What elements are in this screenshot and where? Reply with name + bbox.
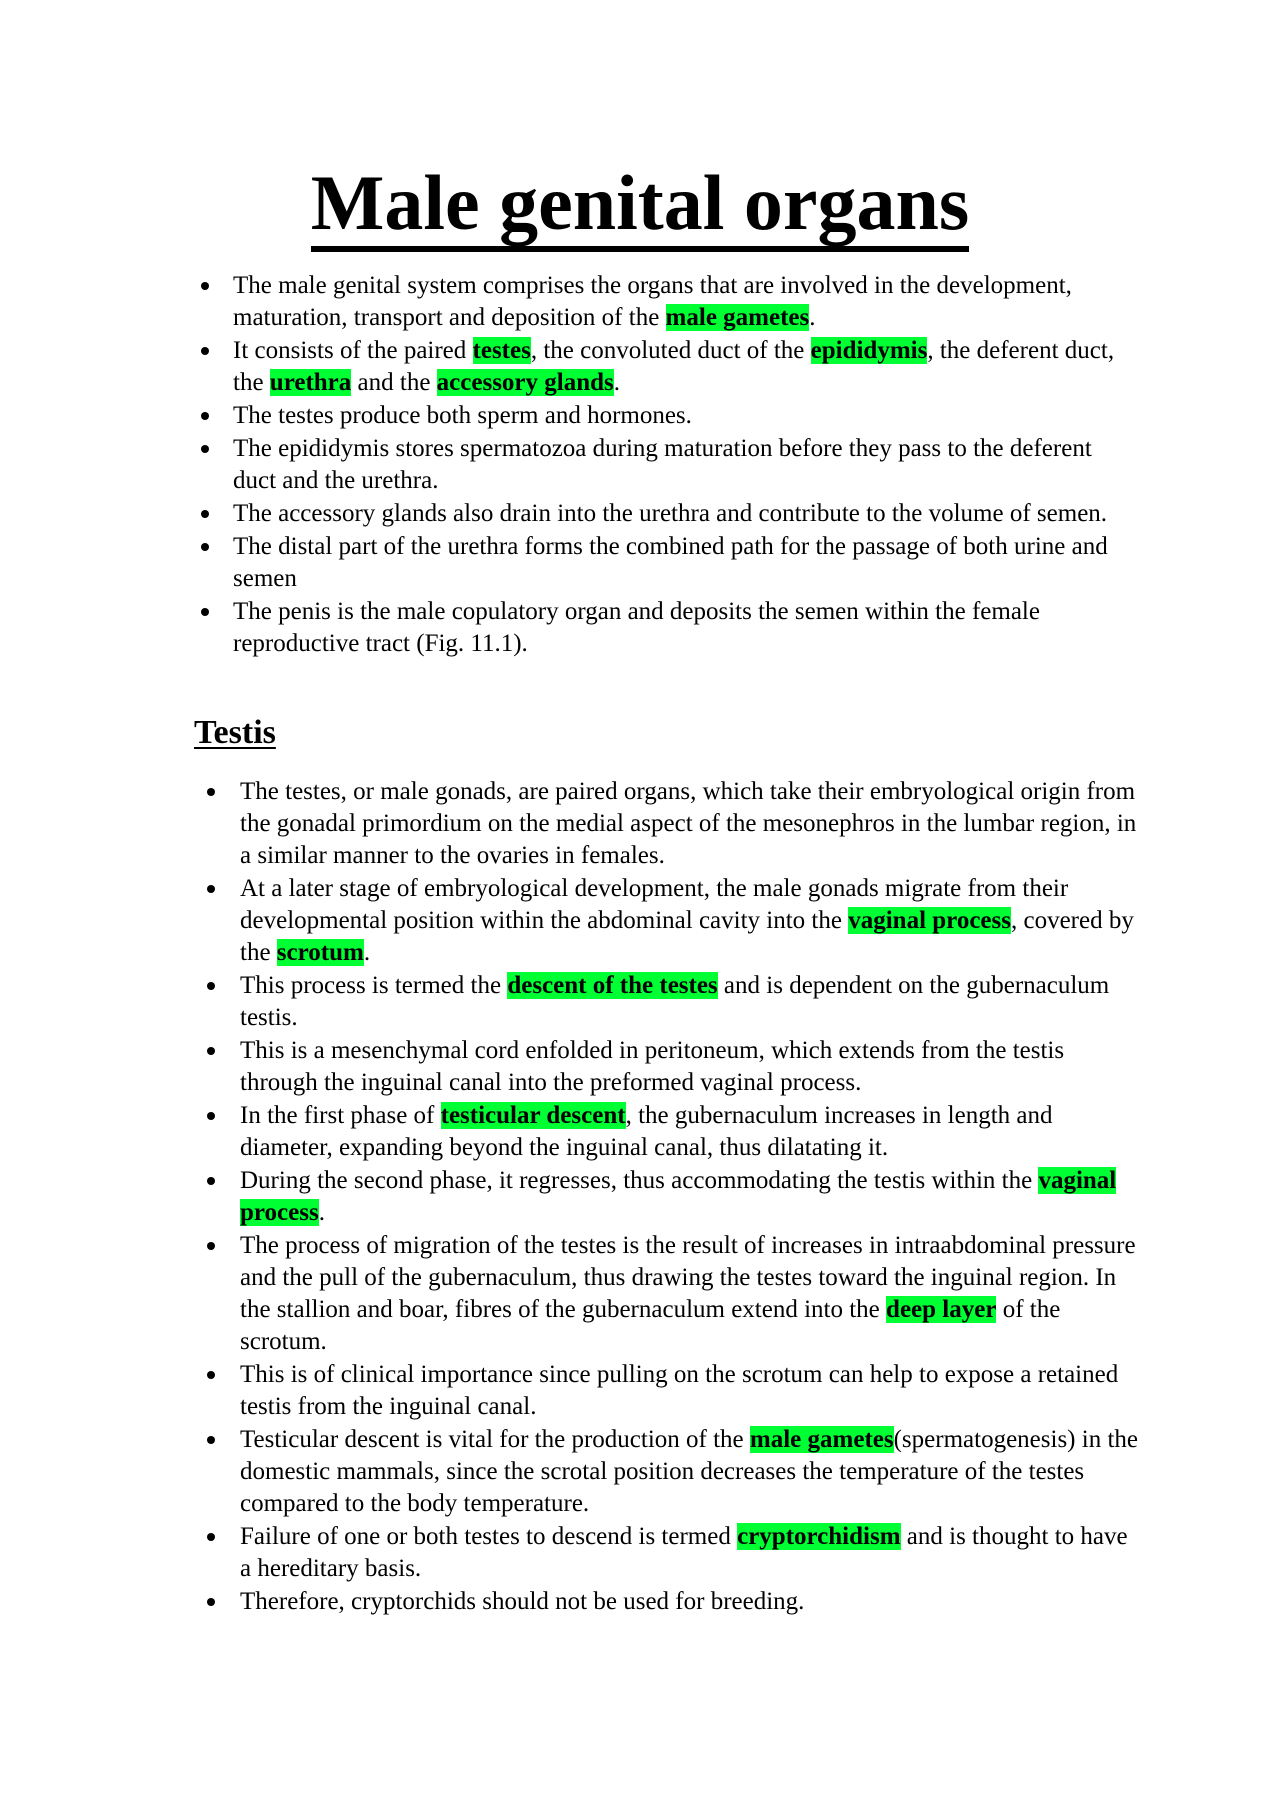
list-item	[233, 596, 1133, 660]
list-item	[240, 776, 1140, 872]
list-item	[240, 1359, 1140, 1423]
text-run: and is thought to have a hereditary basis.	[240, 1523, 1128, 1582]
text-run: and is dependent on the gubernaculum testis.	[240, 972, 1110, 1031]
highlighted-term: epididymis	[810, 337, 928, 364]
testis-bullet-list	[240, 776, 1140, 1619]
list-item	[240, 1035, 1140, 1099]
list-item	[233, 498, 1133, 530]
text-run: This is a mesenchymal cord enfolded in peritoneum, which extends from the testis through the inguinal canal into the preformed vaginal process.	[240, 1037, 1065, 1096]
text-run: The epididymis stores spermatozoa during maturation before they pass to the deferent duct and the urethra.	[233, 435, 1092, 494]
text-run: of the scrotum.	[240, 1296, 1061, 1355]
list-item	[240, 970, 1140, 1034]
text-run: The penis is the male copulatory organ and deposits the semen within the female reproductive tract (Fig. 11.1).	[233, 598, 1040, 657]
list-item	[240, 1521, 1140, 1585]
text-run: The male genital system comprises the organs that are involved in the development, maturation, transport and deposition of the	[233, 272, 1072, 331]
text-run: .	[318, 1199, 325, 1226]
list-item	[240, 1100, 1140, 1164]
highlighted-term: testicular descent	[440, 1102, 626, 1129]
highlighted-term: male gametes	[665, 304, 810, 331]
highlighted-term: vaginal process	[240, 1167, 1117, 1226]
text-run: During the second phase, it regresses, thus accommodating the testis within the	[240, 1167, 1039, 1194]
text-run: This process is termed the	[240, 972, 508, 999]
text-run: .	[613, 369, 620, 396]
list-item	[233, 531, 1133, 595]
highlighted-term: descent of the testes	[507, 972, 718, 999]
page-title	[0, 158, 1280, 248]
highlighted-term: deep layer	[886, 1296, 997, 1323]
text-run: (spermatogenesis) in the domestic mammals, since the scrotal position decreases the temperature of the testes compared to the body temperature.	[240, 1426, 1138, 1517]
list-item	[233, 270, 1133, 334]
highlighted-term: testes	[472, 337, 531, 364]
text-run: , covered by the	[240, 907, 1134, 966]
text-run: and the	[351, 369, 437, 396]
text-run: Testicular descent is vital for the production of the	[240, 1426, 750, 1453]
text-run: The testes, or male gonads, are paired organs, which take their embryological origin from the gonadal primordium on the medial aspect of the mesonephros in the lumbar region, in a similar manner to the ovaries in females.	[240, 778, 1137, 869]
text-run: , the convoluted duct of the	[530, 337, 811, 364]
list-item	[240, 873, 1140, 969]
text-run: At a later stage of embryological development, the male gonads migrate from their developmental position within the abdominal cavity into the	[240, 875, 1069, 934]
text-run: This is of clinical importance since pulling on the scrotum can help to expose a retained testis from the inguinal canal.	[240, 1361, 1119, 1420]
text-run: .	[809, 304, 816, 331]
text-run: Failure of one or both testes to descend is termed	[240, 1523, 738, 1550]
text-run: It consists of the paired	[233, 337, 473, 364]
list-item	[233, 400, 1133, 432]
section-heading-testis: Testis	[194, 714, 276, 751]
text-run: The process of migration of the testes is the result of increases in intraabdominal pressure and the pull of the gubernaculum, thus drawing the testes toward the inguinal region. In the stallion and boar, fibres of the gubernaculum extend into the	[240, 1232, 1136, 1323]
text-run: .	[363, 939, 371, 966]
list-item	[240, 1586, 1140, 1618]
page-title-text: Male genital organs	[311, 159, 970, 252]
intro-bullet-list	[233, 270, 1133, 661]
highlighted-term: scrotum	[276, 939, 364, 966]
text-run: , the gubernaculum increases in length and diameter, expanding beyond the inguinal canal, thus dilatating it.	[240, 1102, 1053, 1161]
text-run: The distal part of the urethra forms the combined path for the passage of both urine and semen	[233, 533, 1108, 592]
text-run: Therefore, cryptorchids should not be used for breeding.	[240, 1588, 805, 1615]
highlighted-term: cryptorchidism	[737, 1523, 901, 1550]
list-item	[240, 1165, 1140, 1229]
text-run: The accessory glands also drain into the urethra and contribute to the volume of semen.	[233, 500, 1108, 527]
list-item	[233, 433, 1133, 497]
highlighted-term: vaginal process	[848, 907, 1011, 934]
highlighted-term: accessory glands	[436, 369, 614, 396]
text-run: The testes produce both sperm and hormones.	[233, 402, 692, 429]
text-run: In the first phase of	[240, 1102, 441, 1129]
list-item	[233, 335, 1133, 399]
text-run: , the deferent duct, the	[233, 337, 1115, 396]
list-item	[240, 1424, 1140, 1520]
list-item	[240, 1230, 1140, 1358]
highlighted-term: urethra	[269, 369, 352, 396]
highlighted-term: male gametes	[749, 1426, 894, 1453]
